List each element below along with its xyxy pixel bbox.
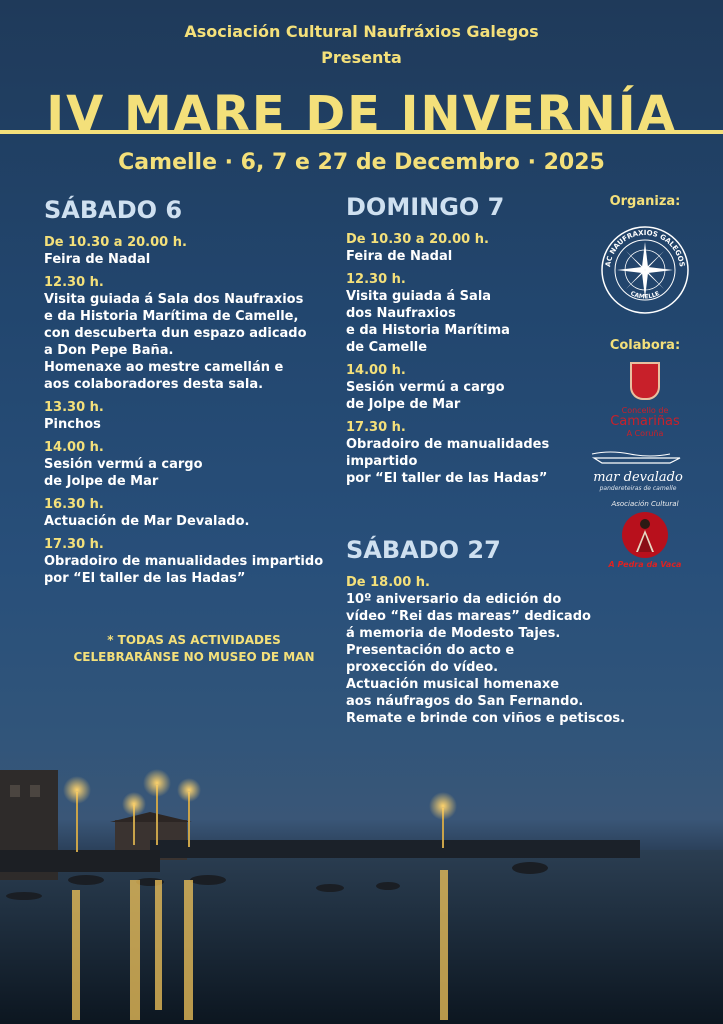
title-block [0, 86, 723, 142]
boat-icon [590, 448, 686, 466]
day-title-saturday-6: SÁBADO 6 [44, 196, 183, 224]
event-time: 12.30 h. [44, 275, 104, 290]
event-desc: Sesión vermú a cargo de Jolpe de Mar [346, 380, 505, 412]
compass-logo-icon [600, 225, 690, 315]
event-time: De 10.30 a 20.00 h. [44, 235, 187, 250]
event-item [346, 362, 636, 413]
association-name: Asociación Cultural Naufráxios Galegos [184, 22, 539, 41]
event-desc: Feira de Nadal [346, 249, 453, 264]
event-desc: Visita guiada á Sala dos Naufraxios e da Historia Marítima de Camelle, con descuberta dun espazo adicado a Don Pepe Baña. Homenaxe ao mestre camellán e aos colaboradores desta sala. [44, 292, 307, 392]
event-desc: Obradoiro de manualidades impartido por “El taller de las Hadas” [44, 554, 324, 586]
event-item [44, 536, 344, 587]
event-time: 12.30 h. [346, 272, 406, 287]
event-item [346, 574, 636, 727]
event-desc: Obradoiro de manualidades impartido por “El taller de las Hadas” [346, 437, 550, 486]
event-time: De 18.00 h. [346, 575, 430, 590]
concello-camarinas-logo [600, 362, 690, 438]
event-title: IV MARE DE INVERNÍA [46, 86, 677, 142]
presents-label: Presenta [321, 48, 402, 67]
event-item [44, 274, 344, 393]
event-subtitle: Camelle · 6, 7 e 27 de Decembro · 2025 [118, 150, 605, 175]
folk-name-text: A Pedra da Vaca [608, 560, 682, 569]
harbour-scene-image [0, 730, 723, 1024]
event-time: 14.00 h. [44, 440, 104, 455]
event-time: 14.00 h. [346, 363, 406, 378]
org-logo-text-top: AC NAUFRAXIOS GALEGOS [604, 228, 686, 268]
event-desc: 10º aniversario da edición do vídeo “Rei das mareas” dedicado á memoria de Modesto Tajes. Presentación do acto e proxección do vídeo. Actuación musical homenaxe aos náufragos do San Fernando. Remate e brinde con viños e petiscos. [346, 592, 626, 726]
concello-name: Camariñas [610, 414, 680, 429]
event-desc: Visita guiada á Sala dos Naufraxios e da Historia Marítima de Camelle [346, 289, 510, 355]
event-time: 17.30 h. [346, 420, 406, 435]
event-item [44, 496, 344, 530]
mar-devalado-logo [588, 448, 688, 492]
saturday-6-column [44, 196, 344, 593]
shield-icon [630, 362, 660, 400]
venue-note: * TODAS AS ACTIVIDADES CELEBRARÁNSE NO MUSEO DE MAN [73, 633, 315, 664]
event-desc: Sesión vermú a cargo de Jolpe de Mar [44, 457, 203, 489]
folk-association-logo [600, 500, 690, 569]
mar-devalado-sub: pandereteiras de camelle [599, 485, 677, 492]
event-desc: Feira de Nadal [44, 252, 151, 267]
event-time: 13.30 h. [44, 400, 104, 415]
event-desc: Pinchos [44, 417, 101, 432]
event-item [44, 234, 344, 268]
event-time: 17.30 h. [44, 537, 104, 552]
event-item [44, 439, 344, 490]
day-title-sunday-7: DOMINGO 7 [346, 193, 505, 221]
event-time: 16.30 h. [44, 497, 104, 512]
event-item [44, 399, 344, 433]
org-logo-text-bottom: CAMELLE [629, 290, 661, 301]
saturday-27-column [346, 536, 636, 733]
day-title-saturday-27: SÁBADO 27 [346, 536, 501, 564]
event-desc: Actuación de Mar Devalado. [44, 514, 250, 529]
colabora-label: Colabora: [609, 338, 681, 353]
dancer-icon [622, 512, 668, 558]
concello-small-text: Concello de [621, 406, 669, 415]
organizer-block [590, 194, 700, 319]
event-time: De 10.30 a 20.00 h. [346, 232, 489, 247]
mar-devalado-name: mar devalado [593, 470, 683, 485]
organiza-label: Organiza: [609, 194, 681, 209]
folk-top-text: Asociación Cultural [611, 500, 679, 508]
concello-region: A Coruña [626, 429, 664, 438]
